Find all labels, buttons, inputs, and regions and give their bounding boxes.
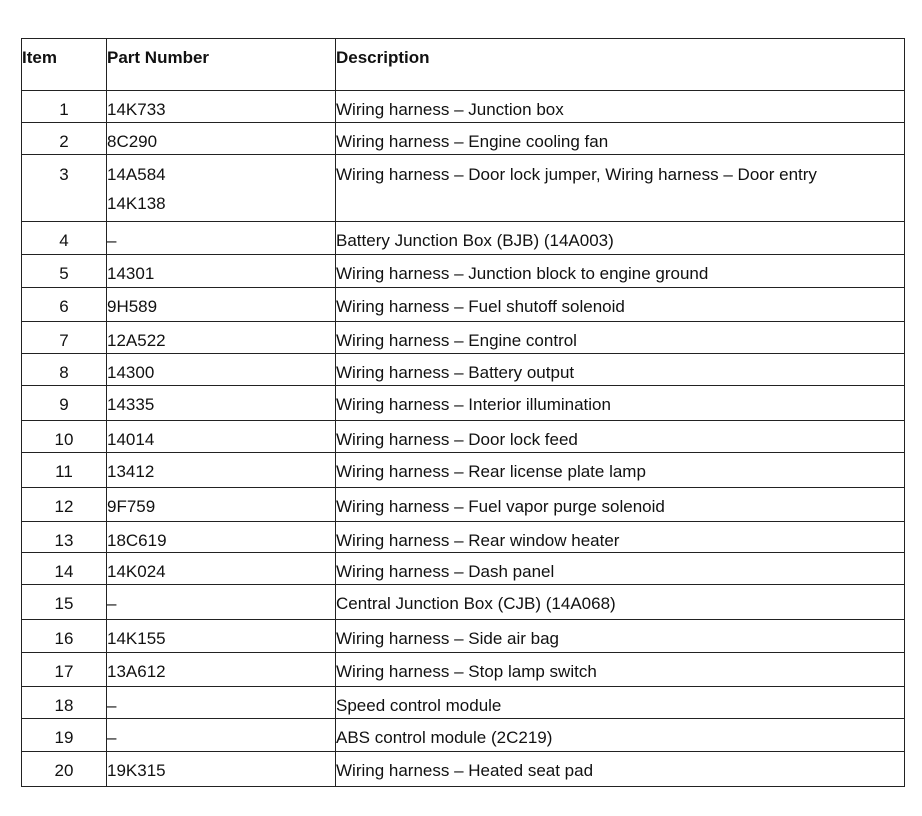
item-number: 1 xyxy=(22,91,107,123)
description: Wiring harness – Junction box xyxy=(336,91,905,123)
item-number: 13 xyxy=(22,522,107,553)
part-number-cell xyxy=(107,653,336,687)
table-row xyxy=(22,687,905,719)
table-row xyxy=(22,488,905,522)
part-number-cell xyxy=(107,288,336,322)
part-number-cell xyxy=(107,620,336,653)
part-number-cell xyxy=(107,322,336,354)
description: Wiring harness – Fuel shutoff solenoid xyxy=(336,288,905,322)
description: Wiring harness – Door lock jumper, Wiring harness – Door entry xyxy=(336,155,905,222)
table-row xyxy=(22,222,905,255)
item-number: 5 xyxy=(22,255,107,288)
part-number: 14A584 xyxy=(107,165,166,184)
table-row xyxy=(22,288,905,322)
part-number-cell xyxy=(107,453,336,488)
part-number: 14301 xyxy=(107,264,155,283)
item-number: 2 xyxy=(22,123,107,155)
table-row xyxy=(22,255,905,288)
part-number-cell xyxy=(107,354,336,386)
description: Wiring harness – Dash panel xyxy=(336,553,905,585)
description: Wiring harness – Door lock feed xyxy=(336,421,905,453)
table-row xyxy=(22,322,905,354)
table-row xyxy=(22,155,905,222)
part-number: 18C619 xyxy=(107,531,167,550)
description: Wiring harness – Heated seat pad xyxy=(336,752,905,787)
part-number-cell xyxy=(107,155,336,222)
parts-table xyxy=(21,38,905,787)
description: Wiring harness – Engine control xyxy=(336,322,905,354)
description: Battery Junction Box (BJB) (14A003) xyxy=(336,222,905,255)
part-number-cell xyxy=(107,123,336,155)
item-number: 14 xyxy=(22,553,107,585)
header-row xyxy=(22,39,905,91)
part-number: 13412 xyxy=(107,462,155,481)
item-number: 3 xyxy=(22,155,107,222)
table-row xyxy=(22,719,905,752)
part-number: 14K733 xyxy=(107,100,166,119)
part-number: 14335 xyxy=(107,395,155,414)
item-number: 12 xyxy=(22,488,107,522)
table-row xyxy=(22,453,905,488)
item-number: 11 xyxy=(22,453,107,488)
item-number: 17 xyxy=(22,653,107,687)
part-number: 14K155 xyxy=(107,629,166,648)
table-row xyxy=(22,354,905,386)
table-row xyxy=(22,123,905,155)
table-row xyxy=(22,522,905,553)
part-number: 14K138 xyxy=(107,194,166,213)
part-number: 8C290 xyxy=(107,132,158,151)
description: Wiring harness – Junction block to engine ground xyxy=(336,255,905,288)
part-number: 14K024 xyxy=(107,562,166,581)
description: Wiring harness – Engine cooling fan xyxy=(336,123,905,155)
item-number: 4 xyxy=(22,222,107,255)
description: Wiring harness – Interior illumination xyxy=(336,386,905,421)
part-number: 19K315 xyxy=(107,761,166,780)
part-number-cell xyxy=(107,752,336,787)
item-number: 7 xyxy=(22,322,107,354)
description: ABS control module (2C219) xyxy=(336,719,905,752)
item-number: 9 xyxy=(22,386,107,421)
part-number-cell xyxy=(107,522,336,553)
item-number: 20 xyxy=(22,752,107,787)
part-number: – xyxy=(107,231,117,250)
header-item: Item xyxy=(22,39,107,91)
description: Wiring harness – Rear license plate lamp xyxy=(336,453,905,488)
item-number: 16 xyxy=(22,620,107,653)
item-number: 15 xyxy=(22,585,107,620)
part-number-cell xyxy=(107,585,336,620)
part-number-cell xyxy=(107,553,336,585)
table-row xyxy=(22,752,905,787)
part-number: 13A612 xyxy=(107,662,166,681)
table-row xyxy=(22,386,905,421)
table-row xyxy=(22,620,905,653)
item-number: 19 xyxy=(22,719,107,752)
item-number: 10 xyxy=(22,421,107,453)
description: Speed control module xyxy=(336,687,905,719)
part-number: 14300 xyxy=(107,363,155,382)
table-row xyxy=(22,421,905,453)
item-number: 18 xyxy=(22,687,107,719)
part-number: 14014 xyxy=(107,430,155,449)
part-number: 9H589 xyxy=(107,297,158,316)
description: Central Junction Box (CJB) (14A068) xyxy=(336,585,905,620)
header-part-number: Part Number xyxy=(107,39,336,91)
item-number: 8 xyxy=(22,354,107,386)
description: Wiring harness – Stop lamp switch xyxy=(336,653,905,687)
part-number-cell xyxy=(107,91,336,123)
part-number: – xyxy=(107,594,117,613)
part-number: 12A522 xyxy=(107,331,166,350)
part-number-cell xyxy=(107,222,336,255)
description: Wiring harness – Rear window heater xyxy=(336,522,905,553)
table-row xyxy=(22,553,905,585)
description: Wiring harness – Side air bag xyxy=(336,620,905,653)
table-row xyxy=(22,91,905,123)
part-number-cell xyxy=(107,255,336,288)
part-number-cell xyxy=(107,386,336,421)
part-number-cell xyxy=(107,687,336,719)
table-row xyxy=(22,585,905,620)
header-description: Description xyxy=(336,39,905,91)
part-number-cell xyxy=(107,488,336,522)
description: Wiring harness – Fuel vapor purge solenoid xyxy=(336,488,905,522)
table-row xyxy=(22,653,905,687)
item-number: 6 xyxy=(22,288,107,322)
part-number: – xyxy=(107,696,117,715)
table-body xyxy=(22,91,905,787)
part-number-cell xyxy=(107,719,336,752)
part-number-cell xyxy=(107,421,336,453)
part-number: – xyxy=(107,728,117,747)
part-number: 9F759 xyxy=(107,497,156,516)
description: Wiring harness – Battery output xyxy=(336,354,905,386)
